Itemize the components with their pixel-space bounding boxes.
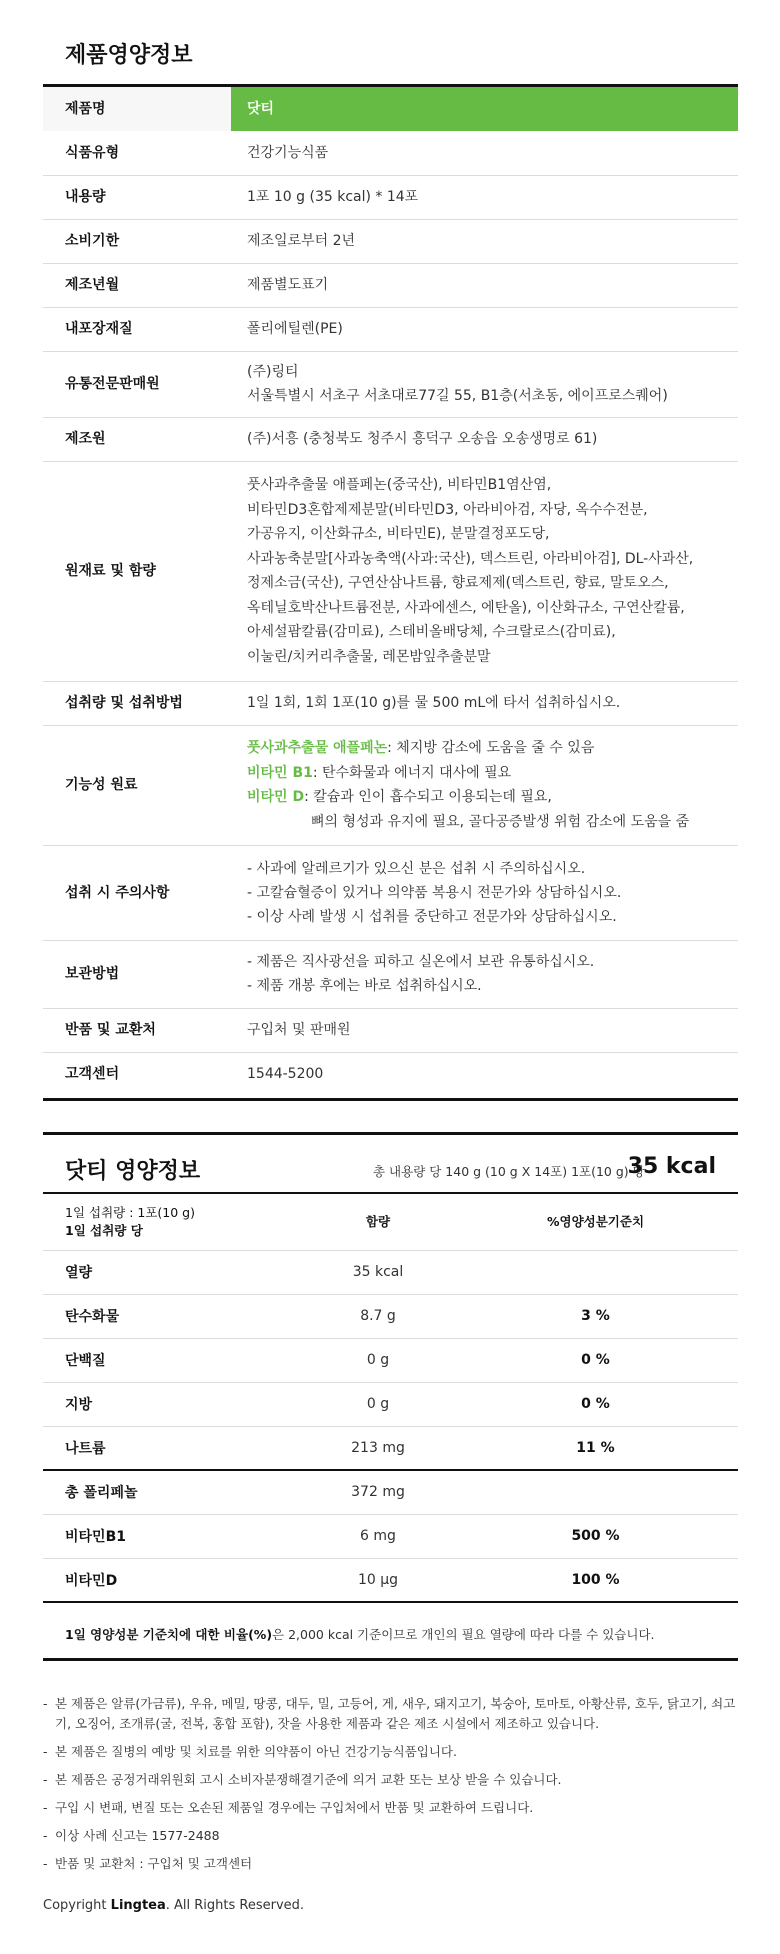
- note-text: 은 2,000 kcal 기준이므로 개인의 필요 열량에 따라 다를 수 있습니다.: [272, 1627, 655, 1642]
- row-value: 폴리에틸렌(PE): [231, 307, 738, 351]
- distributor-address: 서울특별시 서초구 서초대로77길 55, B1층(서초동, 에이프로스퀘어): [247, 388, 668, 404]
- functional-name: 풋사과추출물 애플페논: [247, 740, 388, 756]
- notice-item: - 본 제품은 질병의 예방 및 치료를 위한 의약품이 아닌 건강기능식품입니다.: [43, 1742, 743, 1762]
- nutrient-name: 비타민B1: [43, 1514, 303, 1558]
- storage-line: - 제품 개봉 후에는 바로 섭취하십시오.: [247, 978, 482, 994]
- ingredient-line: 정제소금(국산), 구연산삼나트륨, 향료제제(덱스트린, 향료, 말토오스,: [247, 575, 669, 591]
- nutrient-row: [43, 1294, 738, 1338]
- serving-size: 1일 섭취량 : 1포(10 g): [65, 1204, 195, 1220]
- nutrient-amount: 35 kcal: [303, 1250, 453, 1294]
- row-customer-center: [43, 1052, 738, 1096]
- nutrient-row: [43, 1558, 738, 1602]
- row-food-type: [43, 131, 738, 175]
- product-name-value: 닷티: [231, 87, 738, 131]
- nutrient-row: [43, 1426, 738, 1470]
- ingredient-line: 이눌린/치커리추출물, 레몬밤잎추출분말: [247, 648, 491, 665]
- row-expiry: [43, 219, 738, 263]
- notice-item: - 반품 및 교환처 : 구입처 및 고객센터: [43, 1854, 743, 1874]
- notice-item: - 구입 시 변패, 변질 또는 오손된 제품일 경우에는 구입처에서 반품 및 교환하여 드립니다.: [43, 1798, 743, 1818]
- functional-item: [247, 761, 738, 786]
- caution-line: - 고칼슘혈증이 있거나 의약품 복용시 전문가와 상담하십시오.: [247, 884, 622, 901]
- nutrient-percent: 500 %: [453, 1514, 738, 1558]
- nutrition-title: 닷티 영양정보: [65, 1159, 201, 1184]
- nutrient-name: 열량: [43, 1250, 303, 1294]
- notice-item: - 본 제품은 공정거래위원회 고시 소비자분쟁해결기준에 의거 교환 또는 보상 받을 수 있습니다.: [43, 1770, 743, 1790]
- nutrient-name: 단백질: [43, 1338, 303, 1382]
- nutrient-amount: 8.7 g: [303, 1294, 453, 1338]
- row-label: 원재료 및 함량: [43, 461, 231, 681]
- row-label: 제조년월: [43, 263, 231, 307]
- row-value: 1포 10 g (35 kcal) * 14포: [231, 175, 738, 219]
- row-label: 식품유형: [43, 131, 231, 175]
- info-bottom-rule: [43, 1098, 738, 1101]
- nutrient-name: 탄수화물: [43, 1294, 303, 1338]
- row-ingredients: [43, 461, 738, 681]
- nutrient-row: [43, 1338, 738, 1382]
- row-product-name: [43, 87, 738, 131]
- nutrition-head-row: [43, 1194, 738, 1250]
- ingredient-line: 옥테닐호박산나트륨전분, 사과에센스, 에탄올), 이산화규소, 구연산칼륨,: [247, 599, 685, 616]
- nutrient-amount: 0 g: [303, 1338, 453, 1382]
- nutrient-amount: 10 μg: [303, 1558, 453, 1602]
- product-info-table: [43, 87, 738, 1096]
- per-serving: 1일 섭취량 당: [65, 1222, 143, 1238]
- notice-list: [43, 1694, 743, 1882]
- col-amount-header: 함량: [303, 1194, 453, 1250]
- notice-item: - 이상 사례 신고는 1577-2488: [43, 1826, 743, 1846]
- functional-item: [247, 785, 738, 810]
- caution-line: - 이상 사례 발생 시 섭취를 중단하고 전문가와 상담하십시오.: [247, 908, 617, 925]
- note-bold: 1일 영양성분 기준치에 대한 비율(%): [65, 1627, 273, 1642]
- row-contents: [43, 175, 738, 219]
- ingredient-line: 비타민D3혼합제제분말(비타민D3, 아라비아검, 자당, 옥수수전분,: [247, 501, 648, 518]
- nutrient-row: [43, 1470, 738, 1514]
- nutrient-percent: 0 %: [453, 1338, 738, 1382]
- row-value: (주)서흥 (충청북도 청주시 흥덕구 오송읍 오송생명로 61): [231, 417, 738, 461]
- nutrient-name: 나트륨: [43, 1426, 303, 1470]
- nutrition-table: [43, 1194, 738, 1603]
- row-intake: [43, 681, 738, 725]
- row-label: 섭취량 및 섭취방법: [43, 681, 231, 725]
- cautions-list: [231, 845, 738, 940]
- customer-center-phone: 1544-5200: [247, 1066, 324, 1083]
- row-label: 내포장재질: [43, 307, 231, 351]
- product-info-title: 제품영양정보: [65, 43, 193, 68]
- nutrient-percent: 100 %: [453, 1558, 738, 1602]
- row-label: 내용량: [43, 175, 231, 219]
- functional-text: : 칼슘과 인이 흡수되고 이용되는데 필요,: [304, 789, 552, 805]
- row-label: 고객센터: [65, 1066, 120, 1083]
- daily-value-note: [65, 1625, 655, 1643]
- copyright-suffix: . All Rights Reserved.: [165, 1898, 305, 1913]
- functional-name: 비타민 B1: [247, 764, 313, 781]
- storage-line: - 제품은 직사광선을 피하고 실온에서 보관 유통하십시오.: [247, 954, 595, 970]
- functional-text: : 탄수화물과 에너지 대사에 필요: [312, 764, 512, 781]
- serving-info: [43, 1194, 303, 1250]
- row-value: [231, 351, 738, 417]
- nutrient-amount: 372 mg: [303, 1470, 453, 1514]
- distributor-name: (주)링티: [247, 364, 299, 380]
- ingredient-line: 가공유지, 이산화규소, 비타민E), 분말결정포도당,: [247, 526, 550, 542]
- nutrient-name: 총 폴리페놀: [43, 1470, 303, 1514]
- row-packaging: [43, 307, 738, 351]
- copyright-brand: Lingtea: [110, 1898, 166, 1913]
- row-functional-ingredients: [43, 725, 738, 845]
- row-label: 제조원: [43, 417, 231, 461]
- ingredient-line: 아세설팜칼륨(감미료), 스테비올배당체, 수크랄로스(감미료),: [247, 624, 616, 640]
- row-storage: [43, 940, 738, 1008]
- nutrition-bottom-rule: [43, 1658, 738, 1661]
- row-label: 유통전문판매원: [43, 351, 231, 417]
- nutrient-percent: [453, 1250, 738, 1294]
- caution-line: - 사과에 알레르기가 있으신 분은 섭취 시 주의하십시오.: [247, 860, 586, 877]
- row-manufacture-date: [43, 263, 738, 307]
- functional-text: : 체지방 감소에 도움을 줄 수 있음: [387, 740, 595, 756]
- row-value: 1일 1회, 1회 1포(10 g)를 물 500 mL에 타서 섭취하십시오.: [231, 681, 738, 725]
- nutrient-amount: 213 mg: [303, 1426, 453, 1470]
- ingredients-list: [231, 461, 738, 681]
- copyright-prefix: Copyright: [43, 1898, 111, 1913]
- nutrient-amount: 6 mg: [303, 1514, 453, 1558]
- functional-list: [231, 725, 738, 845]
- functional-item: [247, 810, 738, 835]
- row-label: 기능성 원료: [43, 725, 231, 845]
- nutrient-row: [43, 1382, 738, 1426]
- row-manufacturer: [43, 417, 738, 461]
- notice-item: - 본 제품은 알류(가금류), 우유, 메밀, 땅콩, 대두, 밀, 고등어, 게, 새우, 돼지고기, 복숭아, 토마토, 아황산류, 호두, 닭고기, 쇠고기, 오징어, 조개류(굴, 전복, 홍합 포함), 잣을 사용한 제품과 같은 제조 시설에서 제조하고 있습니다.: [43, 1694, 743, 1734]
- row-label: 반품 및 교환처: [43, 1008, 231, 1052]
- nutrient-amount: 0 g: [303, 1382, 453, 1426]
- nutrient-name: 비타민D: [43, 1558, 303, 1602]
- nutrient-percent: [453, 1470, 738, 1514]
- nutrition-subtitle: 총 내용량 당 140 g (10 g X 14포) 1포(10 g) 당: [373, 1164, 645, 1179]
- row-cautions: [43, 845, 738, 940]
- nutrition-kcal: 35 kcal: [627, 1154, 716, 1179]
- copyright: [43, 1898, 304, 1913]
- nutrient-percent: 11 %: [453, 1426, 738, 1470]
- nutrient-row: [43, 1514, 738, 1558]
- functional-item: [247, 736, 738, 761]
- row-value: 제조일로부터 2년: [231, 219, 738, 263]
- ingredient-line: 사과농축분말[사과농축액(사과:국산), 덱스트린, 아라비아검], DL-사과산,: [247, 550, 694, 567]
- nutrient-name: 지방: [43, 1382, 303, 1426]
- nutrition-header: [43, 1136, 738, 1200]
- ingredient-line: 풋사과추출물 애플페논(중국산), 비타민B1염산염,: [247, 477, 552, 493]
- nutrient-percent: 0 %: [453, 1382, 738, 1426]
- row-label: 섭취 시 주의사항: [43, 845, 231, 940]
- nutrition-top-rule: [43, 1132, 738, 1135]
- row-label: 제품명: [43, 87, 231, 131]
- row-value: 구입처 및 판매원: [231, 1008, 738, 1052]
- row-value: 제품별도표기: [231, 263, 738, 307]
- nutrient-percent: 3 %: [453, 1294, 738, 1338]
- row-value: 건강기능식품: [231, 131, 738, 175]
- col-percent-header: %영양성분기준치: [453, 1194, 738, 1250]
- nutrient-row: [43, 1250, 738, 1294]
- functional-name: 비타민 D: [247, 789, 305, 805]
- storage-list: [231, 940, 738, 1008]
- row-returns: [43, 1008, 738, 1052]
- functional-text: 뼈의 형성과 유지에 필요, 골다공증발생 위험 감소에 도움을 줌: [311, 813, 690, 830]
- row-label: 보관방법: [43, 940, 231, 1008]
- row-label: 소비기한: [43, 219, 231, 263]
- row-distributor: [43, 351, 738, 417]
